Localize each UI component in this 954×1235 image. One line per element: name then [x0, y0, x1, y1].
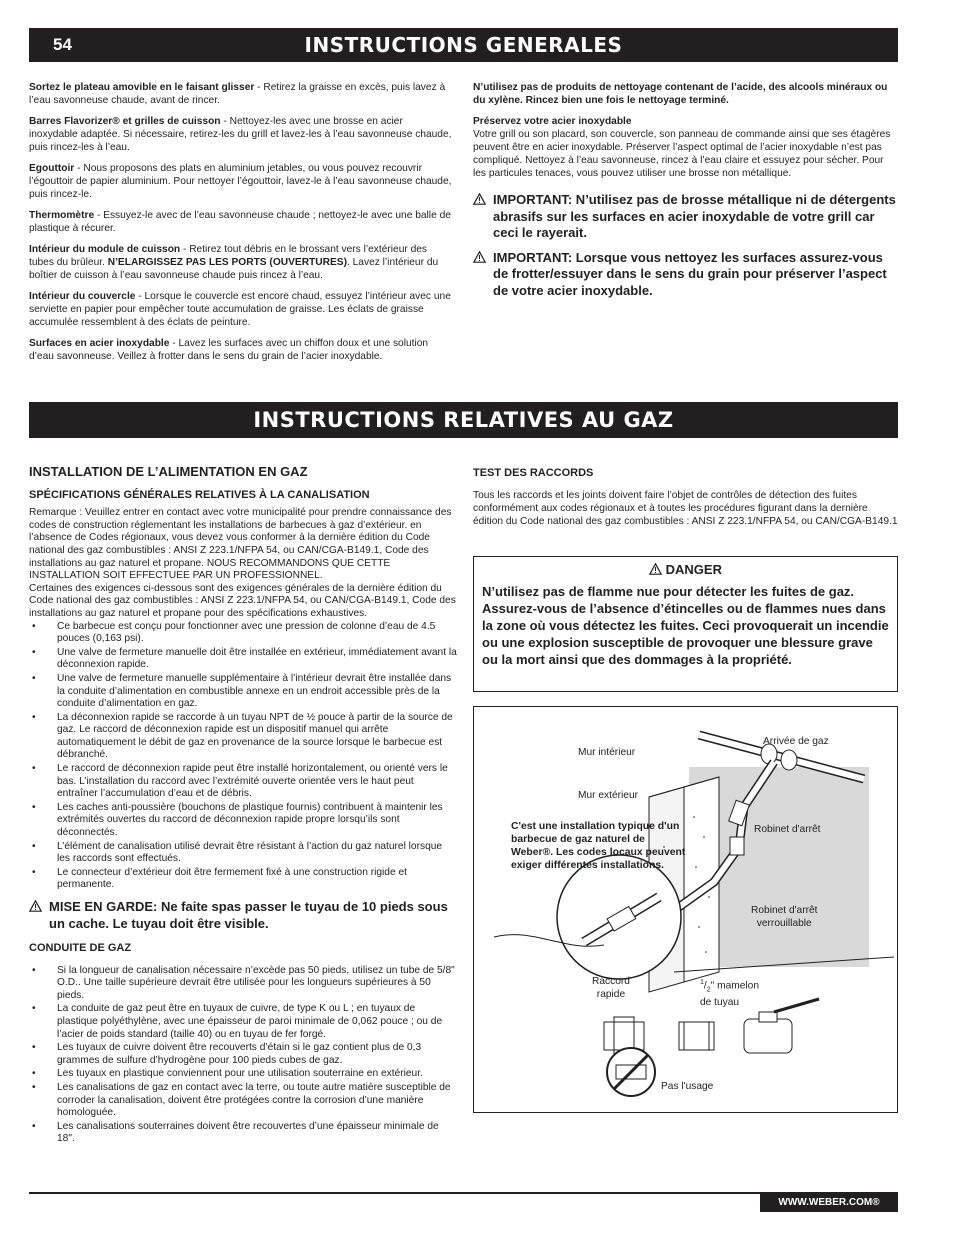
list-item: • Les tuyaux en plastique conviennent pour une utilisation souterraine en extérieur. — [32, 1068, 423, 1080]
caution-note: MISE EN GARDE: Ne faite spas passer le tuyau de 10 pieds sous un cache. Le tuyau doit être visible. — [29, 898, 457, 932]
leak-test-text: Tous les raccords et les joints doivent faire l’objet de contrôles de détection des fuites conformément aux codes régionaux et à toutes les procédures figurant dans la dernière édition du Code national des gaz combustibles : ANSI Z 223.1/NFPA 54, ou CAN/CGA-B149.1 — [473, 490, 898, 527]
label-quick-connect: Raccord rapide — [592, 976, 630, 1000]
danger-heading: DANGER — [474, 562, 897, 577]
paragraph: Barres Flavorizer® et grilles de cuisson - Nettoyez-les avec une brosse en acier inoxydable adaptée. Si nécessaire, retirez-les du grill et lavez-les à l’eau savonneuse chaude, puis rincez-les à l’eau. — [29, 116, 452, 153]
paragraph: Thermomètre - Essuyez-le avec de l’eau savonneuse chaude ; nettoyez-le avec une balle de plastique à récurer. — [29, 210, 451, 234]
gas-left-column — [29, 466, 457, 1147]
label-not-use: Pas l'usage — [661, 1081, 714, 1092]
label-shutoff-valve: Robinet d'arrêt — [754, 824, 821, 835]
section-title-gas: INSTRUCTIONS RELATIVES AU GAZ — [253, 408, 674, 432]
remark-text-2: Certaines des exigences ci-dessous sont des exigences générales de la dernière édition du Code national des gaz combustibles : ANSI Z 223.1/NFPA 54, ou CAN/CGA-B149.1, Code des installations au gaz naturel et propane pour des spécifications exhaustives. — [29, 582, 456, 619]
label-lockable-valve: Robinet d'arrêt verrouillable — [751, 905, 818, 929]
section-header-gas — [29, 402, 898, 438]
gas-installation-heading: INSTALLATION DE L’ALIMENTATION EN GAZ — [29, 464, 308, 479]
paragraph: Préservez votre acier inoxydable Votre grill ou son placard, son couvercle, son panneau de commande ainsi que ses étagères peuvent être en acier inoxydable. Préserver l’aspect optimal de l’acier inoxydable n’est pas compliqué. Nettoyez à l’eau savonneuse, rincez à l’eau claire et essuyez pour sécher. Pour les particules tenaces, vous pouvez utiliser une brosse non métallique. — [473, 116, 891, 179]
section-title-general: INSTRUCTIONS GENERALES — [304, 33, 623, 57]
paragraph: Egouttoir - Nous proposons des plats en aluminium jetables, ou vous pouvez recouvrir l’égouttoir de papier aluminium. Pour nettoyer l’égouttoir, lavez-le à l’eau savonneuse chaude, puis rincez-le. — [29, 163, 452, 200]
label-exterior-wall: Mur extérieur — [578, 790, 639, 801]
list-item: • La conduite de gaz peut être en tuyaux de cuivre, de type K ou L ; en tuyaux de plastique polyéthylène, avec une épaisseur de paroi minimale de 0,062 pouce ; ou de l’acier de poids standard (taille 40) ou en tuyau de fer forgé. — [32, 1003, 443, 1040]
spec-list — [29, 621, 457, 892]
page-number: 54 — [53, 35, 72, 54]
list-item: • Ce barbecue est conçu pour fonctionner avec une pression de colonne d’eau de 4.5 pouces (0,163 psi). — [32, 620, 436, 645]
footer-url: WWW.WEBER.COM® — [760, 1194, 898, 1212]
important-note: IMPORTANT: Lorsque vous nettoyez les surfaces assurez-vous de frotter/essuyer dans le sens du grain pour préserver l’aspect de votre acier inoxydable. — [473, 250, 898, 300]
list-item: • Une valve de fermeture manuelle doit être installée en extérieur, immédiatement avant la déconnexion rapide. — [32, 646, 457, 671]
list-item: • Les tuyaux de cuivre doivent être recouverts d’étain si le gaz contient plus de 0,3 grammes de sulfure d’hydrogène pour 100 pieds cubes de gaz. — [32, 1042, 422, 1066]
gas-right-column — [473, 467, 898, 528]
list-item: • Les caches anti-poussière (bouchons de plastique fournis) contribuent à maintenir les extrémités ouvertes du raccord de déconnexion rapide propre lorsqu’ils sont déconnectés. — [32, 801, 443, 839]
paragraph: Surfaces en acier inoxydable - Lavez les surfaces avec un chiffon doux et une solution d’eau savonneuse. Veillez à frotter dans le sens du grain de l’acier inoxydable. — [29, 338, 429, 362]
label-interior-wall: Mur intérieur — [578, 747, 636, 758]
conduit-list — [29, 965, 457, 1146]
conduit-heading: CONDUITE DE GAZ — [29, 942, 132, 954]
list-item: • Les canalisations de gaz en contact avec la terre, ou toute autre matière susceptible de corroder la canalisation, doivent être protégées contre la corrosion d’une manière homologuée. — [32, 1081, 451, 1119]
gas-installation-figure — [473, 706, 898, 1113]
list-item: • Si la longueur de canalisation nécessaire n’excède pas 50 pieds, utilisez un tube de 5/8" O.D.. Une taille supérieure devrait être utilisée pour les longueurs supérieures à 50 pieds. — [32, 964, 455, 1001]
paragraph: Sortez le plateau amovible en le faisant glisser - Retirez la graisse en excès, puis lavez à l’eau savonneuse chaude, avant de rincer. — [29, 82, 446, 106]
figure-note: C'est une installation typique d'un barbecue de gaz naturel de Weber®. Les codes locaux peuvent exiger différentes installations. — [511, 821, 686, 871]
cleaning-right-column — [473, 81, 898, 307]
label-gas-supply: Arrivée de gaz — [763, 736, 829, 747]
important-note: IMPORTANT: N’utilisez pas de brosse métallique ni de détergents abrasifs sur les surfaces en acier inoxydable de votre grill car ceci le rayerait. — [473, 192, 898, 242]
installation-illustration — [474, 707, 898, 1113]
warning-icon — [649, 563, 662, 575]
paragraph: N’utilisez pas de produits de nettoyage contenant de l’acide, des alcools minéraux ou du xylène. Rincez bien une fois le nettoyage terminé. — [473, 82, 888, 106]
paragraph: Intérieur du couvercle - Lorsque le couvercle est encore chaud, essuyez l’intérieur avec une serviette en papier pour empêcher toute accumulation de graisse. Les éclats de graisse accumulée ressemblent à des éclats de peinture. — [29, 291, 451, 328]
leak-test-heading: TEST DES RACCORDS — [473, 467, 594, 479]
list-item: • Le raccord de déconnexion rapide peut être installé horizontalement, ou orienté vers le bas. L’installation du raccord avec l’extrémité ouverte orientée vers le haut peut entraîner l’accumulation d’eau et de débris. — [32, 763, 448, 800]
danger-box — [473, 556, 898, 692]
warning-icon — [473, 193, 486, 210]
label-pipe-nipple: $^1/_2$" mamelon de tuyau — [700, 979, 760, 1009]
list-item: • Une valve de fermeture manuelle supplémentaire à l’intérieur devrait être installée dans la conduite d’alimentation en combustible annexe en un endroit accessible près de la conduite d’alimentation en gaz. — [32, 672, 452, 710]
warning-icon — [29, 899, 42, 916]
remark-text: Remarque : Veuillez entrer en contact avec votre municipalité pour prendre connaissance des codes de construction réglementant les installations de barbecues à gaz d’extérieur. en l’absence de Codes régionaux, vous devez vous conformer à la dernière édition du Code national des gaz combustibles : ANSI Z 223.1/NFPA 54, ou CAN/CGA-B149.1, Code des installations au gaz naturel et propane. NOUS RECOMMANDONS QUE CETTE INSTALLATION SOIT EFFECTUEE PAR UN PROFESSIONNEL. — [29, 507, 452, 582]
list-item: • Le connecteur d’extérieur doit être fermement fixé à une construction rigide et permanente. — [32, 866, 407, 891]
list-item: • Les canalisations souterraines doivent être recouvertes d’une épaisseur minimale de 18". — [32, 1120, 439, 1145]
paragraph: Intérieur du module de cuisson - Retirez tout débris en le brossant vers l’extérieur des tubes du brûleur. N’ELARGISSEZ PAS LES PORTS (OUVERTURES). Lavez l’intérieur du boîtier de cuisson à l’eau savonneuse chaude puis rincez à l’eau. — [29, 244, 439, 281]
list-item: • L’élément de canalisation utilisé devrait être résistant à l’action du gaz naturel lorsque les raccords sont effectués. — [32, 840, 443, 865]
list-item: • La déconnexion rapide se raccorde à un tuyau NPT de ½ pouce à partir de la source de gaz. Le raccord de déconnexion rapide est un dispositif manuel qui arrête automatiquement le débit de gaz en provenance de la source lorsque le barbecue est débranché. — [32, 711, 453, 761]
warning-icon — [473, 251, 486, 268]
section-header-general — [29, 28, 898, 62]
danger-text: N’utilisez pas de flamme nue pour détecter les fuites de gaz. Assurez-vous de l’absence d’étincelles ou de flammes nues dans la zone où vous détectez les fuites. Ceci provoquerait un incendie ou une explosion susceptible de provoquer une blessure grave ou la mort ainsi que des dommages à la propriété. — [482, 584, 889, 667]
piping-spec-heading: SPÉCIFICATIONS GÉNÉRALES RELATIVES À LA CANALISATION — [29, 488, 370, 501]
cleaning-left-column — [29, 81, 454, 371]
